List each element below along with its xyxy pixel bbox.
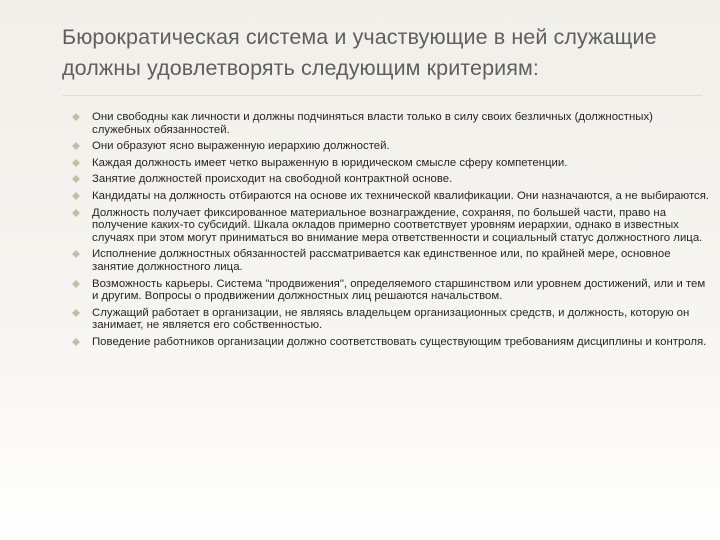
bullet-text: Они свободны как личности и должны подчиняться власти только в силу своих безличных (должностных) служебных обязанностей. [92,111,653,136]
bullet-item-6 [70,207,710,245]
diamond-bullet-icon [72,280,80,288]
title-divider [62,95,702,96]
diamond-bullet-icon [72,338,80,346]
bullet-text: Поведение работников организации должно соответствовать существующим требованиям дисциплины и контроля. [92,335,707,348]
bullet-item-7 [70,248,710,273]
diamond-bullet-icon [72,250,80,258]
diamond-bullet-icon [72,113,80,121]
title-block [62,22,712,84]
bullet-item-10 [70,336,710,349]
bullet-text: Занятие должностей происходит на свободной контрактной основе. [92,173,453,186]
bullet-text: Исполнение должностных обязанностей рассматривается как единственное или, по крайней мере, основное занятие должностного лица. [92,248,671,273]
bullet-list [70,111,710,353]
bullet-item-5 [70,190,710,203]
bullet-text: Возможность карьеры. Система "продвижения", определяемого старшинством или уровнем достижений, или и тем и другим. Вопросы о продвижении должностных лиц решаются начальством. [92,277,706,303]
bullet-item-9 [70,307,710,332]
bullet-text: Каждая должность имеет четко выраженную в юридическом смысле сферу компетенции. [92,156,568,169]
diamond-bullet-icon [72,159,80,167]
slide-title: Бюрократическая система и участвующие в ней служащие должны удовлетворять следующим критериям: [62,25,657,80]
bullet-item-1 [70,111,710,136]
bullet-text: Должность получает фиксированное материальное вознаграждение, сохраняя, по большей части, право на получение каких-то субсидий. Шкала окладов примерно соответствует уровням иерархии, однако в известных случаях при этом могут приниматься во внимание мера ответственности и социальный статус должностного лица. [92,206,703,244]
bullet-text: Служащий работает в организации, не являясь владельцем организационных средств, и должность, которую он занимает, не является его собственностью. [92,306,690,332]
diamond-bullet-icon [72,142,80,150]
bullet-item-3 [70,157,710,170]
bullet-item-4 [70,173,710,186]
diamond-bullet-icon [72,209,80,217]
diamond-bullet-icon [72,309,80,317]
diamond-bullet-icon [72,175,80,183]
bullet-text: Они образуют ясно выраженную иерархию должностей. [92,140,390,153]
bullet-item-8 [70,278,710,303]
bullet-text: Кандидаты на должность отбираются на основе их технической квалификации. Они назначаются, а не выбираются. [92,189,710,202]
diamond-bullet-icon [72,192,80,200]
bullet-item-2 [70,140,710,153]
